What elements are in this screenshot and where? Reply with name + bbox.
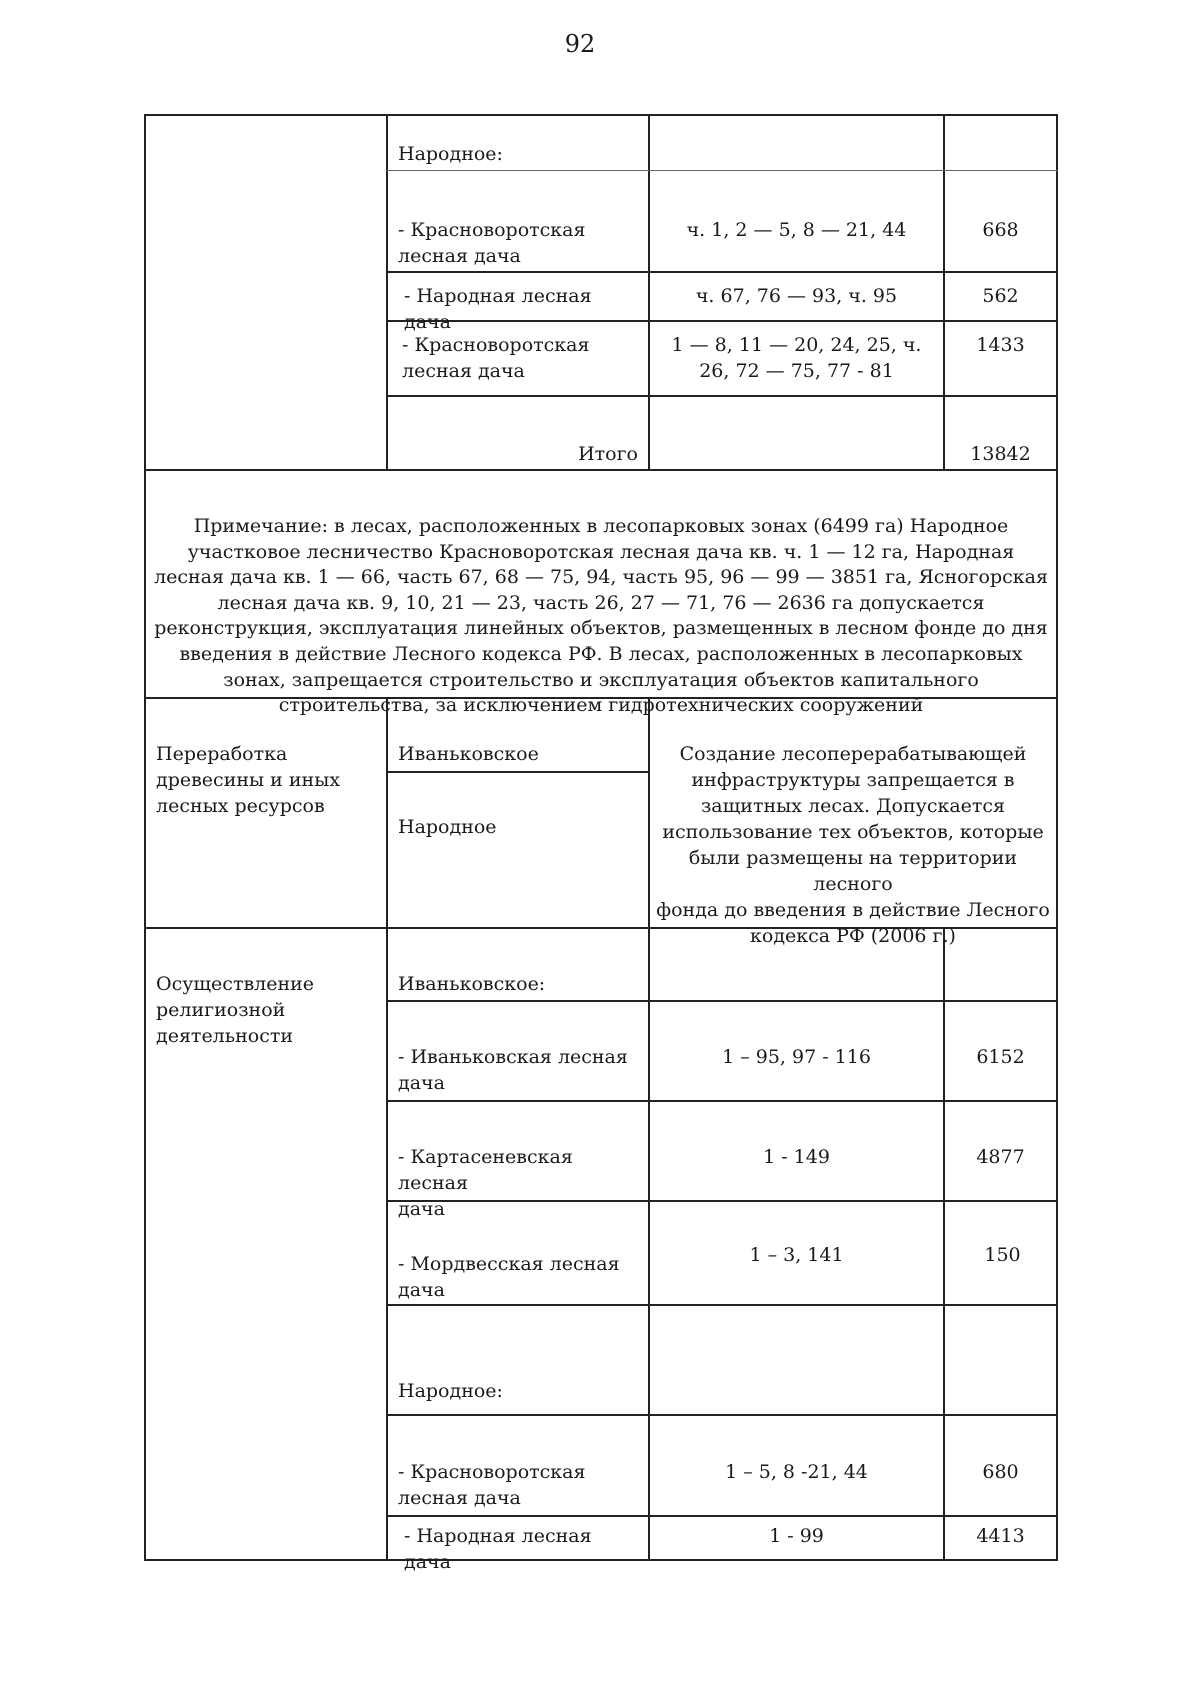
row-divider bbox=[386, 1304, 1058, 1306]
table-cell-quarters: 1 — 8, 11 — 20, 24, 25, ч. 26, 72 — 75, 77 - 81 bbox=[671, 334, 922, 382]
table-cell-area: 668 bbox=[982, 219, 1019, 241]
table-border-right bbox=[1056, 114, 1058, 1561]
table-cell-area: 150 bbox=[984, 1244, 1021, 1266]
column-divider bbox=[386, 114, 388, 470]
note-paragraph: Примечание: в лесах, расположенных в лесопарковых зонах (6499 га) Народное участковое лесничество Красноворотская лесная дача кв. ч. 1 — 12 га, Народная лесная дача кв. 1 — 66, часть 67, 68 — 75, 94, часть 95, 96 — 99 — 3851 га, Ясногорская лесная дача кв. 9, 10, 21 — 23, часть 26, 27 — 71, 76 — 2636 га допускается реконструкция, эксплуатация линейных объектов, размещенных в лесном фонде до дня введения в действие Лесного кодекса РФ. В лесах, расположенных в лесопарковых зонах, запрещается строительство и эксплуатация объектов капитального строительства, за исключением гидротехнических сооружений bbox=[154, 515, 1048, 717]
column-divider bbox=[648, 698, 650, 1561]
table-cell-name: - Мордвесская лесная дача bbox=[398, 1253, 620, 1301]
table-cell-area: 1433 bbox=[976, 334, 1025, 356]
row-divider bbox=[386, 271, 1058, 273]
row-divider bbox=[386, 1100, 1058, 1102]
table-cell-area: 4877 bbox=[976, 1146, 1025, 1168]
table-border-top bbox=[144, 114, 1058, 116]
row-divider bbox=[386, 1000, 1058, 1002]
processing-description: Создание лесоперерабатывающей инфраструктуры запрещается в защитных лесах. Допускается использование тех объектов, которые были размещены на территории лесного фонда до введения в действие Лесного кодекса РФ (2006 г.) bbox=[656, 743, 1050, 947]
table-cell-quarters: 1 - 99 bbox=[769, 1525, 824, 1547]
total-label: Итого bbox=[578, 443, 638, 465]
table-cell-quarters: ч. 67, 76 — 93, ч. 95 bbox=[695, 285, 898, 307]
forestry-ivankovskoe: Иваньковское bbox=[398, 743, 539, 765]
table-cell-area: 562 bbox=[982, 285, 1019, 307]
table-cell-name: - Красноворотская лесная дача bbox=[398, 1461, 586, 1509]
table-cell-name: - Красноворотская лесная дача bbox=[398, 219, 586, 267]
table-cell-name: - Народная лесная дача bbox=[404, 285, 592, 333]
table-cell-area: 6152 bbox=[976, 1046, 1025, 1068]
page-number: 92 bbox=[564, 30, 596, 58]
row-divider bbox=[144, 469, 1058, 471]
table-cell-area: 680 bbox=[982, 1461, 1019, 1483]
forestry-narodnoe: Народное bbox=[398, 816, 497, 838]
table-cell-quarters: 1 – 3, 141 bbox=[749, 1244, 844, 1266]
subheader-narodnoe: Народное: bbox=[398, 1380, 503, 1402]
table-cell-quarters: 1 – 5, 8 -21, 44 bbox=[725, 1461, 868, 1483]
table-cell-quarters: 1 – 95, 97 - 116 bbox=[722, 1046, 871, 1068]
activity-processing: Переработка древесины и иных лесных ресурсов bbox=[156, 743, 341, 817]
subheader-ivankovskoe: Иваньковское: bbox=[398, 973, 546, 995]
table-cell-name: - Народная лесная дача bbox=[404, 1525, 592, 1573]
row-divider bbox=[386, 170, 1058, 171]
table-border-left bbox=[144, 114, 146, 1561]
table-cell-area: 4413 bbox=[976, 1525, 1025, 1547]
table-cell-quarters: 1 - 149 bbox=[763, 1146, 830, 1168]
row-divider bbox=[386, 1414, 1058, 1416]
activity-religious: Осуществление религиозной деятельности bbox=[156, 973, 315, 1047]
row-divider bbox=[386, 1515, 1058, 1517]
subheader-narodnoe: Народное: bbox=[398, 143, 503, 165]
column-divider bbox=[386, 698, 388, 1561]
row-divider bbox=[386, 771, 648, 773]
forestry-table bbox=[144, 114, 1058, 1573]
total-value: 13842 bbox=[970, 443, 1031, 465]
table-cell-name: - Картасеневская лесная дача bbox=[398, 1146, 573, 1220]
row-divider bbox=[386, 395, 1058, 397]
table-cell-name: - Иваньковская лесная дача bbox=[398, 1046, 628, 1094]
table-cell-name: - Красноворотская лесная дача bbox=[402, 334, 590, 382]
table-cell-quarters: ч. 1, 2 — 5, 8 — 21, 44 bbox=[686, 219, 907, 241]
